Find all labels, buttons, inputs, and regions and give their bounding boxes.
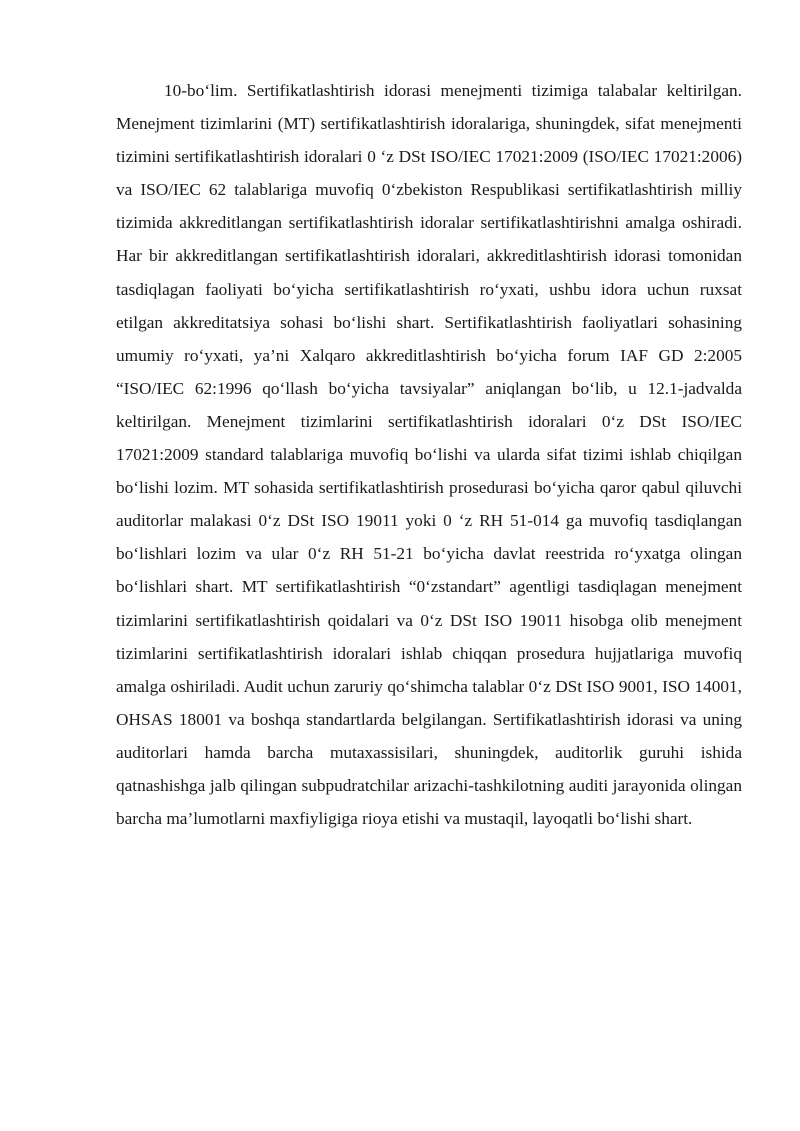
body-paragraph: 10-bo‘lim. Sertifikatlashtirish idorasi menejmenti tizimiga talabalar keltirilgan. Menejment tizimlarini (MT) sertifikatlashtirish idoralariga, shuningdek, sifat menejmenti tizimini sertifikatlashtirish idoralari 0 ‘z DSt ISO/IEC 17021:2009 (ISO/IEC 17021:2006) va ISO/IEC 62 talablariga muvofiq 0‘zbekiston Respublikasi sertifikatlashtirish milliy tizimida akkreditlangan sertifikatlashtirish idoralar sertifikatlashtirishni amalga oshiradi. Har bir akkreditlangan sertifikatlashtirish idoralari, akkreditlashtirish idorasi tomonidan tasdiqlagan faoliyati bo‘yicha sertifikatlashtirish ro‘yxati, ushbu idora uchun ruxsat etilgan akkreditatsiya sohasi bo‘lishi shart. Sertifikatlashtirish faoliyatlari sohasining umumiy ro‘yxati, ya’ni Xalqaro akkreditlashtirish bo‘yicha forum IAF GD 2:2005 “ISO/IEC 62:1996 qo‘llash bo‘yicha tavsiyalar” aniqlangan bo‘lib, u 12.1-jadvalda keltirilgan. Menejment tizimlarini sertifikatlashtirish idoralari 0‘z DSt ISO/IEC 17021:2009 standard talablariga muvofiq bo‘lishi va ularda sifat tizimi ishlab chiqilgan bo‘lishi lozim. MT sohasida sertifikatlashtirish prosedurasi bo‘yicha qaror qabul qiluvchi auditorlar malakasi 0‘z DSt ISO 19011 yoki 0 ‘z RH 51-014 ga muvofiq tasdiqlangan bo‘lishlari lozim va ular 0‘z RH 51-21 bo‘yicha davlat reestrida ro‘yxatga olingan bo‘lishlari shart. MT sertifikatlashtirish “0‘zstandart” agentligi tasdiqlagan menejment tizimlarini sertifikatlashtirish qoidalari va 0‘z DSt ISO 19011 hisobga olib menejment tizimlarini sertifikatlashtirish idoralari ishlab chiqqan prosedura hujjatlariga muvofiq amalga oshiriladi. Audit uchun zaruriy qo‘shimcha talablar 0‘z DSt ISO 9001, ISO 14001, OHSAS 18001 va boshqa standartlarda belgilangan. Sertifikatlashtirish idorasi va uning auditorlari hamda barcha mutaxassisilari, shuningdek, auditorlik guruhi ishida qatnashishga jalb qilingan subpudratchilar arizachi-tashkilotning auditi jarayonida olingan barcha ma’lumotlarni maxfiyligiga rioya etishi va mustaqil, layoqatli bo‘lishi shart. bbox=[116, 81, 742, 829]
